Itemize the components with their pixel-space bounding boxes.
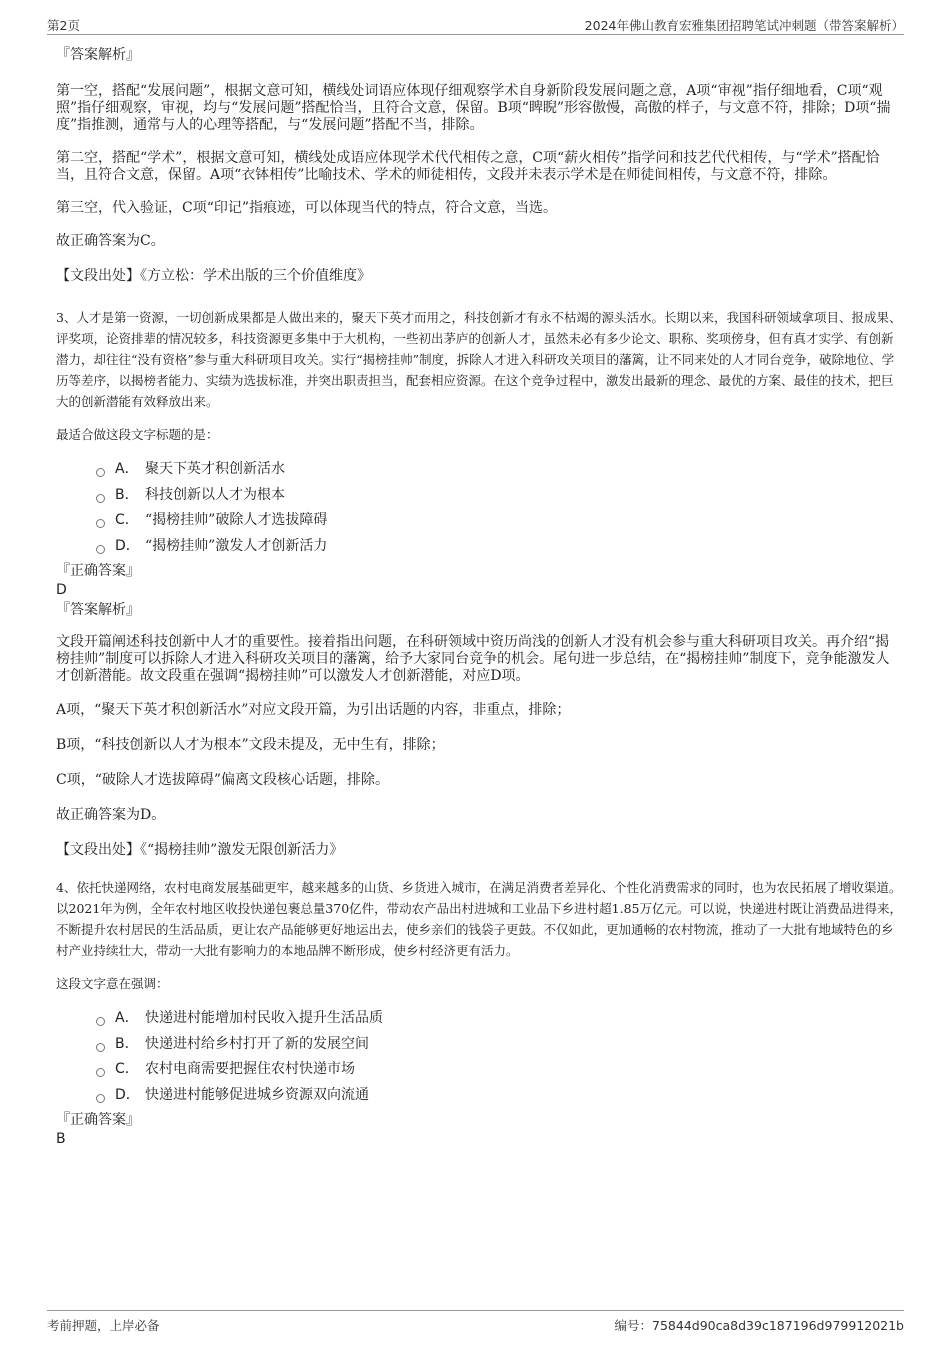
q3-correct-answer: D [56,582,67,598]
q3-analysis-para-3: B项，“科技创新以人才为根本”文段未提及，无中生有，排除； [56,737,445,753]
option-text: 快递进村能够促进城乡资源双向流通 [145,1086,369,1103]
radio-icon[interactable] [96,1094,105,1103]
option-letter: C． [115,512,139,528]
option-text: “揭榜挂帅”激发人才创新活力 [145,537,328,554]
q4-text: 4、依托快递网络，农村电商发展基础更牢，越来越多的山货、乡货进入城市，在满足消费者差异化、个性化消费需求的同时，也为农民拓展了增收渠道。以2021年为例，全年农村地区收投快递包裹总量370亿件，带动农产品出村进城和工业品下乡进村超1.85万亿元。可以说，快递进村既让消费品进得来，不断提升农村居民的生活品质，更让农产品能够更好地运出去，使乡亲们的钱袋子更鼓。不仅如此，更加通畅的农村物流，推动了一大批有地域特色的乡村产业持续壮大，带动一大批有影响力的本地品牌不断形成，使乡村经济更有活力。 [56,880,903,958]
option-text: 快递进村能增加村民收入提升生活品质 [145,1010,383,1026]
radio-icon[interactable] [96,468,105,477]
radio-icon[interactable] [96,1068,105,1077]
q3-analysis-para-2: A项，“聚天下英才积创新活水”对应文段开篇，为引出话题的内容，非重点，排除； [56,702,571,718]
option-text: 科技创新以人才为根本 [145,486,285,503]
q2-analysis-para-1: 第一空，搭配“发展问题”，根据文意可知，横线处词语应体现仔细观察学术自身新阶段发展问题之意，A项“审视”指仔细地看，C项“观照”指仔细观察，审视，均与“发展问题”搭配恰当，且符合文意，保留。B项“睥睨”形容傲慢，高傲的样子，与文意不符，排除；D项“揣度”指推测，通常与人的心理等搭配，与“发展问题”搭配不当，排除。 [56,83,891,133]
q4-option-b[interactable] [96,1032,903,1058]
option-letter: A． [115,461,139,477]
q3-analysis-para-4: C项，“破除人才选拔障碍”偏离文段核心话题，排除。 [56,772,390,788]
q2-analysis-conclusion: 故正确答案为C。 [56,233,165,249]
option-letter: D． [115,537,140,554]
option-text: 聚天下英才积创新活水 [145,461,285,477]
option-letter: D． [115,1086,140,1103]
q3-analysis-conclusion: 故正确答案为D。 [56,807,166,823]
q2-analysis-para-3: 第三空，代入验证，C项“印记”指痕迹，可以体现当代的特点，符合文意，当选。 [56,200,558,216]
option-letter: B． [115,486,139,503]
radio-icon[interactable] [96,494,105,503]
page-content [56,44,903,1148]
q3-source: 【文段出处】《“揭榜挂帅”激发无限创新活力》 [56,842,344,858]
q3-option-b[interactable] [96,483,903,509]
q3-analysis-para-1: 文段开篇阐述科技创新中人才的重要性。接着指出问题，在科研领域中资历尚浅的创新人才没有机会参与重大科研项目攻关。再介绍“揭榜挂帅”制度可以拆除人才进入科研攻关项目的藩篱，给予大家同台竞争的机会。尾句进一步总结，在“揭榜挂帅”制度下，竞争能激发人才创新潜能。故文段重在强调“揭榜挂帅”可以激发人才创新潜能，对应D项。 [56,634,890,684]
q3-option-c[interactable] [96,508,903,534]
option-text: 农村电商需要把握住农村快递市场 [145,1061,355,1077]
page-header [47,12,904,35]
q3-options [96,457,903,559]
q4-correct-answer: B [56,1131,66,1147]
option-letter: A． [115,1010,139,1026]
page-number: 第2页 [47,18,80,33]
q4-correct-label: 『正确答案』 [56,1112,140,1128]
q3-option-d[interactable] [96,534,903,560]
document-id: 编号：75844d90ca8d39c187196d979912021b [614,1318,904,1333]
q4-option-c[interactable] [96,1057,903,1083]
q3-correct-label: 『正确答案』 [56,563,140,579]
q3-text: 3、人才是第一资源，一切创新成果都是人做出来的，聚天下英才而用之，科技创新才有永不枯竭的源头活水。长期以来，我国科研领域拿项目、报成果、评奖项，论资排辈的情况较多，科技资源更多集中于大机构，一些初出茅庐的创新人才，虽然未必有多少论文、职称、奖项傍身，但有真才实学、有创新潜力，却往往“没有资格”参与重大科研项目攻关。实行“揭榜挂帅”制度，拆除人才进入科研攻关项目的藩篱，让不同来处的人才同台竞争，破除地位、学历等差序，以揭榜者能力、实绩为选拔标准，并突出职责担当，配套相应资源。在这个竞争过程中，激发出最新的理念、最优的方案、最佳的技术，把巨大的创新潜能有效释放出来。 [56,310,902,409]
radio-icon[interactable] [96,545,105,554]
q4-option-d[interactable] [96,1083,903,1109]
option-letter: C． [115,1061,139,1077]
q3-option-a[interactable] [96,457,903,483]
radio-icon[interactable] [96,519,105,528]
q4-option-a[interactable] [96,1006,903,1032]
radio-icon[interactable] [96,1017,105,1026]
q3-prompt: 最适合做这段文字标题的是： [56,427,219,442]
option-text: “揭榜挂帅”破除人才选拔障碍 [145,512,328,528]
q2-analysis-para-2: 第二空，搭配“学术”，根据文意可知，横线处成语应体现学术代代相传之意，C项“薪火相传”指学问和技艺代代相传，与“学术”搭配恰当，且符合文意，保留。A项“衣钵相传”比喻技术、学术的师徒相传，文段并未表示学术是在师徒间相传，与文意不符，排除。 [56,150,880,183]
option-text: 快递进村给乡村打开了新的发展空间 [145,1035,369,1052]
radio-icon[interactable] [96,1043,105,1052]
q4-options [96,1006,903,1108]
option-letter: B． [115,1035,139,1052]
q2-analysis-label: 『答案解析』 [56,47,140,63]
page-footer [47,1310,904,1337]
document-title: 2024年佛山教育宏雅集团招聘笔试冲刺题（带答案解析） [584,18,904,33]
footer-slogan: 考前押题，上岸必备 [47,1318,160,1333]
q3-analysis-label: 『答案解析』 [56,602,140,618]
q4-prompt: 这段文字意在强调： [56,976,169,991]
q2-source: 【文段出处】《方立松：学术出版的三个价值维度》 [56,268,371,284]
